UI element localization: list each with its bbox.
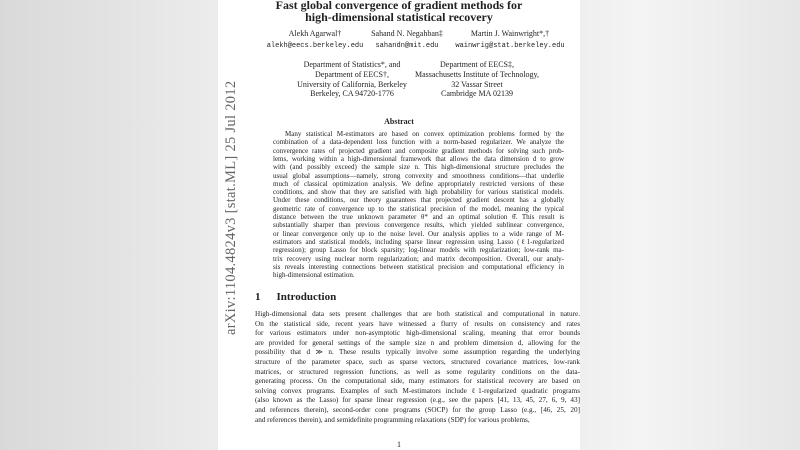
- text-line: combination of a data-dependent loss function with a norm-based regularizer. We analyze the: [273, 138, 564, 147]
- text-line: High-dimensional data sets present challenges that are both statistical and computational in nature.: [255, 310, 580, 318]
- text-line: solving convex programs. Examples of such M-estimators include ℓ1-regularized quadratic programs: [255, 386, 580, 395]
- author-email[interactable]: wainwrig@stat.berkeley.edu: [455, 42, 565, 50]
- affiliation-berkeley: Department of Statistics*, and Department of EECS†, University of California, Berkeley Berkeley, CA 94720-1776: [297, 60, 407, 99]
- paper-title-line-2: high-dimensional statistical recovery: [305, 9, 493, 24]
- text-line: geometric rate of convergence up to the statistical precision of the model, meaning the typical: [273, 204, 564, 213]
- text-line: (also known as the Lasso) for sparse linear regression (e.g., see the papers [41, 13, 45, 27, 6, 9, 43]: [255, 396, 580, 405]
- paper-title-line-1: Fast global convergence of gradient methods for: [275, 0, 523, 12]
- text-line: matrices, or structured regression functions, as well as some regularity conditions on the data-: [255, 367, 580, 376]
- author: Alekh Agarwal† alekh@eecs.berkeley.edu: [260, 28, 370, 52]
- text-line: substantially sharper than previous convergence results, which yielded sublinear convergence,: [273, 221, 564, 230]
- text-line: and references therein), and semidefinite programming relaxations (SDP) for various problems,: [255, 415, 530, 424]
- author-email[interactable]: sahandn@mit.edu: [375, 42, 439, 50]
- author: Martin J. Wainwright*,† wainwrig@stat.berkeley.edu: [450, 28, 570, 52]
- section-heading: 1 Introduction: [255, 291, 337, 303]
- text-line: lems, working within a high-dimensional framework that allows the data dimension d to grow: [273, 154, 564, 163]
- text-line: On the statistical side, recent years have witnessed a flurry of results on consistency and rates: [255, 319, 580, 328]
- text-line: conditions, and show that they are satisfied with high probability for various statistical models.: [273, 188, 564, 197]
- text-line: or linear convergence only up to the noise level. Our analysis applies to a wide range of M-: [273, 229, 564, 238]
- text-line: much of classical optimization analysis. We define appropriately restricted versions of these: [273, 179, 564, 188]
- text-line: distance between the true unknown parameter θ* and an optimal solution θ̂. This result is: [273, 213, 564, 221]
- author-email[interactable]: alekh@eecs.berkeley.edu: [266, 42, 364, 50]
- abstract-heading: Abstract: [384, 117, 414, 126]
- text-line: with (and possibly exceed) the sample size n. This high-dimensional structure precludes the: [273, 163, 564, 172]
- text-line: Under these conditions, our theory guarantees that projected gradient descent has a globally: [273, 196, 564, 205]
- text-line: are provided for general settings of the sample size n and problem dimension d, allowing for the: [255, 338, 580, 347]
- text-line: generating process. On the computational side, many estimators for statistical recovery are based on: [255, 377, 580, 386]
- text-line: structure of the parameter space, such as sparse vectors, structured covariance matrices, low-rank: [255, 358, 580, 366]
- paper-page: [218, 0, 580, 450]
- text-line: possibility that d ≫ n. These results typically involve some assumption regarding the underlying: [255, 348, 580, 357]
- text-line: Many statistical M-estimators are based on convex optimization problems formed by the: [285, 130, 564, 138]
- text-line: convergence rates of projected gradient and composite gradient methods for solving such prob-: [273, 146, 564, 155]
- text-line: estimators and statistical models, including sparse linear regression using Lasso (ℓ1-regularized: [273, 237, 564, 246]
- text-line: regression); group Lasso for block sparsity; log-linear models with regularization; low-rank ma-: [273, 246, 564, 255]
- text-line: high-dimensional estimation.: [273, 271, 355, 280]
- text-line: and references therein), second-order cone programs (SOCP) for the group Lasso (e.g., [46, 25, 20]: [255, 406, 580, 414]
- affiliation-mit: Department of EECS‡, Massachusetts Institute of Technology, 32 Vassar Street Cambridge MA 02139: [414, 60, 540, 99]
- text-line: sis reveals interesting connections between statistical precision and computational efficiency in: [273, 262, 564, 271]
- text-line: trix recovery using nuclear norm regularization; and matrix decomposition. Overall, our analy-: [273, 254, 564, 263]
- page-number: 1: [397, 440, 401, 449]
- author: Sahand N. Negahban‡ sahandn@mit.edu: [362, 28, 452, 52]
- text-line: usual global assumptions—namely, strong convexity and smoothness conditions—that underlie: [273, 171, 564, 180]
- arxiv-watermark: arXiv:1104.4824v3 [stat.ML] 25 Jul 2012: [223, 80, 239, 335]
- text-line: for various estimators under non-asymptotic high-dimensional scaling, meaning that error bounds: [255, 329, 580, 338]
